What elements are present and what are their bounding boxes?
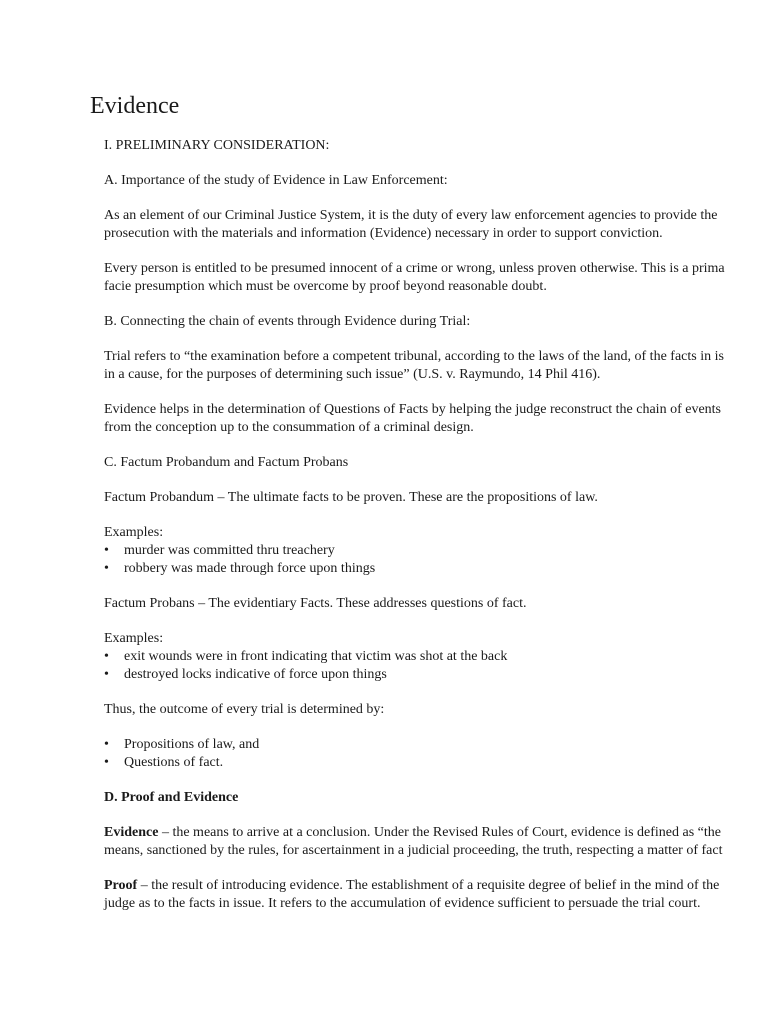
list-item [104,542,768,560]
paragraph-factum-probandum: Factum Probandum – The ultimate facts to be proven. These are the propositions of law. [104,490,598,505]
list-item-text: robbery was made through force upon things [124,561,376,576]
examples-list-probandum [104,542,768,578]
paragraph-trial-definition [104,348,768,384]
bullet-icon: • [104,543,109,558]
paragraph-line [104,824,768,842]
list-item [104,754,768,772]
section-heading-a: A. Importance of the study of Evidence in Law Enforcement: [104,173,448,188]
paragraph-line: judge as to the facts in issue. It refers to the accumulation of evidence sufficient to persuade the trial court. [104,896,701,911]
list-item-text: murder was committed thru treachery [124,543,335,558]
paragraph-line: facie presumption which must be overcome by proof beyond reasonable doubt. [104,279,547,294]
outcome-list [104,736,768,772]
paragraph-line: prosecution with the materials and information (Evidence) necessary in order to support conviction. [104,226,663,241]
section-heading-d: D. Proof and Evidence [104,790,239,805]
list-item-text: Propositions of law, and [124,737,260,752]
list-item-text: exit wounds were in front indicating that victim was shot at the back [124,649,508,664]
document-body [104,137,768,930]
paragraph-presumption [104,260,768,296]
paragraph-duty [104,207,768,243]
section-heading-b: B. Connecting the chain of events through Evidence during Trial: [104,314,471,329]
list-item [104,666,768,684]
paragraph-line: from the conception up to the consummation of a criminal design. [104,420,474,435]
definition-text: – the means to arrive at a conclusion. Under the Revised Rules of Court, evidence is defined as “the [158,825,722,840]
paragraph-proof-definition [104,877,768,913]
paragraph-line: Evidence helps in the determination of Questions of Facts by helping the judge reconstruct the chain of events [104,402,721,417]
section-heading-c: C. Factum Probandum and Factum Probans [104,455,349,470]
paragraph-line [104,877,768,895]
bullet-icon: • [104,737,109,752]
paragraph-line: in a cause, for the purposes of determining such issue” (U.S. v. Raymundo, 14 Phil 416). [104,367,601,382]
bullet-icon: • [104,667,109,682]
paragraph-evidence-definition [104,824,768,860]
paragraph-line: As an element of our Criminal Justice System, it is the duty of every law enforcement agencies to provide the [104,208,718,223]
section-heading-preliminary: I. PRELIMINARY CONSIDERATION: [104,138,330,153]
bullet-icon: • [104,755,109,770]
paragraph-factum-probans: Factum Probans – The evidentiary Facts. These addresses questions of fact. [104,596,527,611]
bullet-icon: • [104,561,109,576]
bullet-icon: • [104,649,109,664]
list-item-text: Questions of fact. [124,755,224,770]
paragraph-outcome-intro: Thus, the outcome of every trial is determined by: [104,702,385,717]
list-item [104,648,768,666]
list-item-text: destroyed locks indicative of force upon things [124,667,387,682]
paragraph-line: means, sanctioned by the rules, for ascertainment in a judicial proceeding, the truth, respecting a matter of fact [104,843,723,858]
examples-label: Examples: [104,631,164,646]
list-item [104,736,768,754]
term-proof: Proof [104,878,138,893]
paragraph-chain-of-events [104,401,768,437]
paragraph-line: Trial refers to “the examination before a competent tribunal, according to the laws of the land, of the facts in is [104,349,724,364]
document-title: Evidence [90,93,180,119]
list-item [104,560,768,578]
definition-text: – the result of introducing evidence. The establishment of a requisite degree of belief in the mind of the [137,878,720,893]
examples-label: Examples: [104,525,164,540]
examples-list-probans [104,648,768,684]
term-evidence: Evidence [104,825,159,840]
paragraph-line: Every person is entitled to be presumed innocent of a crime or wrong, unless proven otherwise. This is a prima [104,261,725,276]
